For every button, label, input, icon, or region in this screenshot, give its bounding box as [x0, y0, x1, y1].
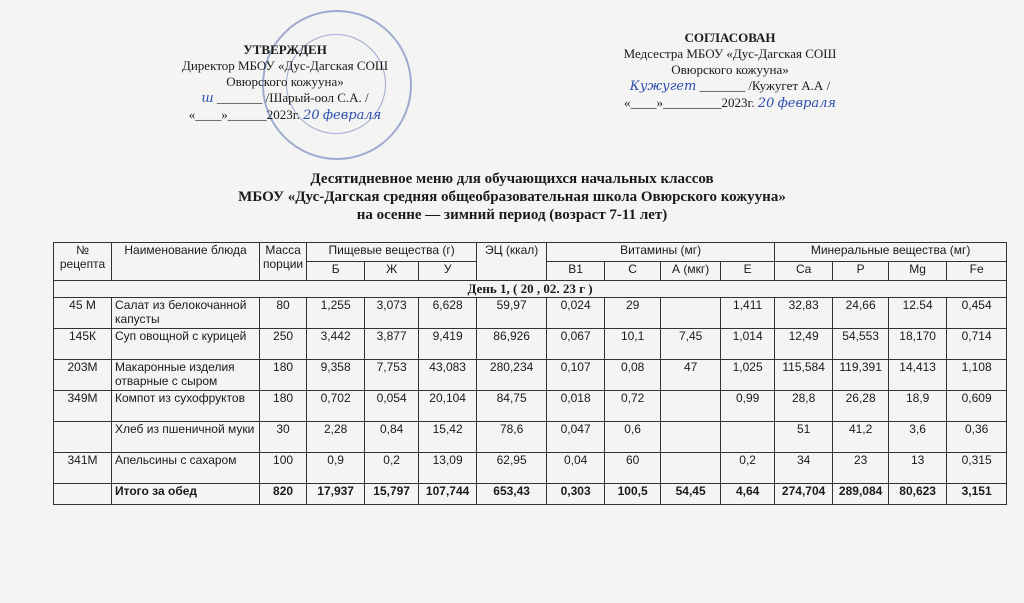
header-a: А (мкг) [661, 262, 721, 281]
agreed-block [600, 30, 860, 112]
value-cell: 0,315 [947, 453, 1007, 484]
value-cell: 62,95 [477, 453, 547, 484]
value-cell: 0,107 [547, 360, 605, 391]
value-cell: 12,49 [775, 329, 833, 360]
value-cell: 289,084 [833, 484, 889, 505]
value-cell [661, 298, 721, 329]
value-cell: 274,704 [775, 484, 833, 505]
value-cell: 80 [260, 298, 307, 329]
header-b1: В1 [547, 262, 605, 281]
approved-line: ш _______ /Шарый-оол С.А. / [201, 90, 369, 106]
value-cell: 6,628 [419, 298, 477, 329]
header-ca: Ca [775, 262, 833, 281]
agreed-line: Медсестра МБОУ «Дус-Дагская СОШ [623, 46, 837, 61]
approved-date-day: 20 [303, 108, 320, 123]
value-cell: 23 [833, 453, 889, 484]
value-cell [721, 422, 775, 453]
value-cell: 9,358 [307, 360, 365, 391]
value-cell: 59,97 [477, 298, 547, 329]
value-cell: 0,024 [547, 298, 605, 329]
value-cell: 107,744 [419, 484, 477, 505]
value-cell: 12.54 [889, 298, 947, 329]
value-cell: 15,42 [419, 422, 477, 453]
agreed-line: «____»_________2023г. 20 февраля [623, 95, 837, 111]
header-c: С [605, 262, 661, 281]
day-row [54, 281, 1007, 298]
value-cell: 86,926 [477, 329, 547, 360]
value-cell: 280,234 [477, 360, 547, 391]
header-u: У [419, 262, 477, 281]
value-cell: 180 [260, 360, 307, 391]
value-cell: 15,797 [365, 484, 419, 505]
menu-rows [54, 298, 1007, 484]
header-vitamins: Витамины (мг) [547, 243, 775, 262]
header-dish: Наименование блюда [112, 243, 260, 281]
value-cell: 7,45 [661, 329, 721, 360]
dish-name-cell: Суп овощной с курицей [112, 329, 260, 360]
total-row [54, 484, 1007, 505]
value-cell: 32,83 [775, 298, 833, 329]
value-cell: 0,609 [947, 391, 1007, 422]
header-nutrients: Пищевые вещества (г) [307, 243, 477, 262]
value-cell: 60 [605, 453, 661, 484]
header-mg: Mg [889, 262, 947, 281]
value-cell: 54,553 [833, 329, 889, 360]
header-minerals: Минеральные вещества (мг) [775, 243, 1007, 262]
value-cell: 3,6 [889, 422, 947, 453]
value-cell: 119,391 [833, 360, 889, 391]
value-cell: 0,018 [547, 391, 605, 422]
value-cell: 10,1 [605, 329, 661, 360]
day-label: День 1, ( 20 , 02. 23 г ) [54, 281, 1007, 298]
value-cell: 13 [889, 453, 947, 484]
value-cell: 1,108 [947, 360, 1007, 391]
agreed-line: Овюрского кожууна» [671, 62, 789, 77]
value-cell: 9,419 [419, 329, 477, 360]
value-cell: 80,623 [889, 484, 947, 505]
value-cell: 17,937 [307, 484, 365, 505]
value-cell: 0,702 [307, 391, 365, 422]
table-row [54, 329, 1007, 360]
agreed-signature: Кужугет [629, 79, 697, 94]
value-cell [661, 391, 721, 422]
header-e: Е [721, 262, 775, 281]
header-row [54, 243, 1007, 262]
agreed-date-month: февраля [777, 96, 837, 111]
value-cell: 18,170 [889, 329, 947, 360]
value-cell: 0,714 [947, 329, 1007, 360]
value-cell: 1,025 [721, 360, 775, 391]
value-cell: 4,64 [721, 484, 775, 505]
value-cell: 0,9 [307, 453, 365, 484]
title-line: на осенне — зимний период (возраст 7-11 лет) [356, 207, 668, 223]
table-row [54, 360, 1007, 391]
approved-signature: ш [201, 91, 214, 106]
value-cell: 1,255 [307, 298, 365, 329]
value-cell: 3,877 [365, 329, 419, 360]
dish-name-cell: Салат из белокочанной капусты [112, 298, 260, 329]
value-cell: 653,43 [477, 484, 547, 505]
value-cell: 1,411 [721, 298, 775, 329]
value-cell: 41,2 [833, 422, 889, 453]
value-cell: 24,66 [833, 298, 889, 329]
recipe-cell [54, 484, 112, 505]
title-line: МБОУ «Дус-Дагская средняя общеобразовательная школа Овюрского кожууна» [238, 189, 786, 205]
value-cell: 0,08 [605, 360, 661, 391]
value-cell: 0,454 [947, 298, 1007, 329]
table-row [54, 391, 1007, 422]
table-row [54, 298, 1007, 329]
value-cell: 0,72 [605, 391, 661, 422]
dish-name-cell: Макаронные изделия отварные с сыром [112, 360, 260, 391]
dish-name-cell: Хлеб из пшеничной муки [112, 422, 260, 453]
value-cell: 43,083 [419, 360, 477, 391]
approved-line: Овюрского кожууна» [226, 74, 344, 89]
dish-name-cell: Компот из сухофруктов [112, 391, 260, 422]
value-cell: 18,9 [889, 391, 947, 422]
value-cell: 13,09 [419, 453, 477, 484]
recipe-cell [54, 422, 112, 453]
value-cell: 7,753 [365, 360, 419, 391]
header-fe: Fe [947, 262, 1007, 281]
recipe-cell: 145К [54, 329, 112, 360]
recipe-cell: 45 М [54, 298, 112, 329]
header-zh: Ж [365, 262, 419, 281]
value-cell: 0,04 [547, 453, 605, 484]
agreed-title: СОГЛАСОВАН [684, 30, 776, 45]
value-cell: 28,8 [775, 391, 833, 422]
header-mass: Масса порции [260, 243, 307, 281]
value-cell: 0,047 [547, 422, 605, 453]
table-row [54, 453, 1007, 484]
header-b: Б [307, 262, 365, 281]
value-cell: 180 [260, 391, 307, 422]
value-cell: 78,6 [477, 422, 547, 453]
agreed-line: Кужугет _______ /Кужугет А.А / [629, 78, 831, 94]
value-cell: 26,28 [833, 391, 889, 422]
table-row [54, 422, 1007, 453]
value-cell: 0,99 [721, 391, 775, 422]
recipe-cell: 203М [54, 360, 112, 391]
title-line: Десятидневное меню для обучающихся начальных классов [310, 171, 714, 187]
value-cell: 250 [260, 329, 307, 360]
header-energy: ЭЦ (ккал) [477, 243, 547, 281]
approved-title: УТВЕРЖДЕН [243, 42, 327, 57]
menu-table [53, 242, 1007, 505]
value-cell: 51 [775, 422, 833, 453]
approved-date-month: февраля [322, 108, 382, 123]
value-cell: 30 [260, 422, 307, 453]
dish-name-cell: Итого за обед [112, 484, 260, 505]
value-cell: 100 [260, 453, 307, 484]
value-cell: 0,067 [547, 329, 605, 360]
value-cell: 29 [605, 298, 661, 329]
value-cell: 2,28 [307, 422, 365, 453]
value-cell: 3,073 [365, 298, 419, 329]
value-cell: 1,014 [721, 329, 775, 360]
dish-name-cell: Апельсины с сахаром [112, 453, 260, 484]
value-cell: 0,84 [365, 422, 419, 453]
agreed-date-day: 20 [757, 96, 775, 111]
value-cell: 100,5 [605, 484, 661, 505]
value-cell: 115,584 [775, 360, 833, 391]
header-p: P [833, 262, 889, 281]
recipe-cell: 341М [54, 453, 112, 484]
approved-block [160, 42, 410, 124]
value-cell: 47 [661, 360, 721, 391]
document-title [0, 170, 1024, 224]
approved-line: Директор МБОУ «Дус-Дагская СОШ [181, 58, 389, 73]
value-cell [661, 422, 721, 453]
value-cell: 20,104 [419, 391, 477, 422]
value-cell: 0,2 [721, 453, 775, 484]
value-cell: 820 [260, 484, 307, 505]
value-cell: 0,36 [947, 422, 1007, 453]
header-recipe: № рецепта [54, 243, 112, 281]
value-cell: 0,6 [605, 422, 661, 453]
value-cell: 0,054 [365, 391, 419, 422]
value-cell: 3,151 [947, 484, 1007, 505]
approved-line: «____»______2023г. 20 февраля [188, 107, 382, 123]
recipe-cell: 349М [54, 391, 112, 422]
value-cell: 0,303 [547, 484, 605, 505]
value-cell: 0,2 [365, 453, 419, 484]
value-cell: 14,413 [889, 360, 947, 391]
value-cell: 3,442 [307, 329, 365, 360]
value-cell: 34 [775, 453, 833, 484]
value-cell: 54,45 [661, 484, 721, 505]
value-cell [661, 453, 721, 484]
value-cell: 84,75 [477, 391, 547, 422]
